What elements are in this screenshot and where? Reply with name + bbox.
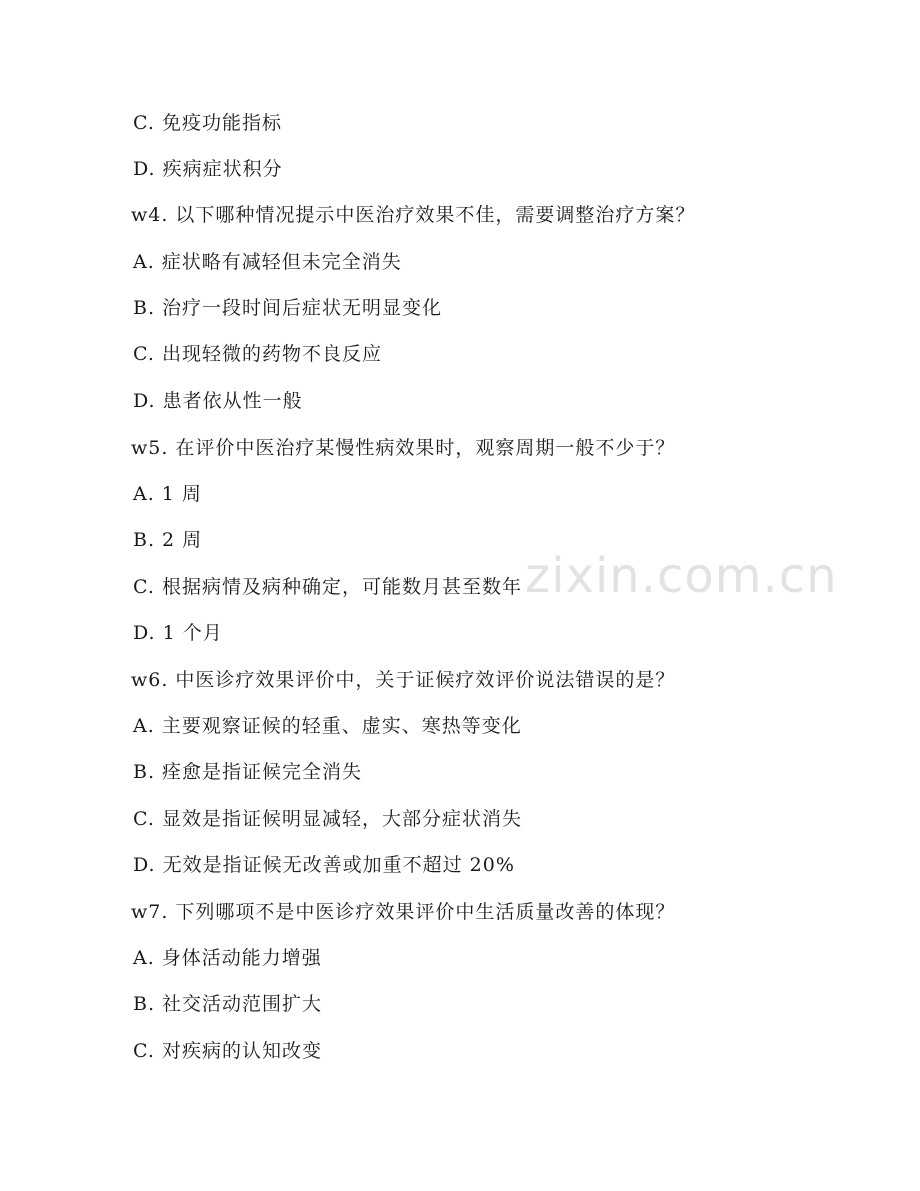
watermark: zixin.com.cn bbox=[525, 548, 838, 604]
option-b-w5: B. 2 周 bbox=[133, 529, 203, 551]
option-d-w5: D. 1 个月 bbox=[133, 622, 223, 644]
option-a-w6: A. 主要观察证候的轻重、虚实、寒热等变化 bbox=[133, 715, 522, 737]
option-c-w4: C. 出现轻微的药物不良反应 bbox=[133, 343, 382, 365]
option-a-w4: A. 症状略有减轻但未完全消失 bbox=[133, 251, 402, 273]
question-w6: w6. 中医诊疗效果评价中，关于证候疗效评价说法错误的是？ bbox=[131, 669, 676, 691]
option-c-w6: C. 显效是指证候明显减轻，大部分症状消失 bbox=[133, 808, 522, 830]
option-a-w7: A. 身体活动能力增强 bbox=[133, 947, 322, 969]
question-w5: w5. 在评价中医治疗某慢性病效果时，观察周期一般不少于？ bbox=[131, 437, 676, 459]
option-b-w6: B. 痊愈是指证候完全消失 bbox=[133, 761, 363, 783]
option-c-w5: C. 根据病情及病种确定，可能数月甚至数年 bbox=[133, 576, 522, 598]
question-w7: w7. 下列哪项不是中医诊疗效果评价中生活质量改善的体现？ bbox=[131, 901, 676, 923]
option-b-w4: B. 治疗一段时间后症状无明显变化 bbox=[133, 297, 443, 319]
option-d-q3: D. 疾病症状积分 bbox=[133, 158, 283, 180]
option-c-q3: C. 免疫功能指标 bbox=[133, 112, 282, 134]
option-d-w6: D. 无效是指证候无改善或加重不超过 20% bbox=[133, 854, 515, 876]
question-w4: w4. 以下哪种情况提示中医治疗效果不佳，需要调整治疗方案？ bbox=[131, 204, 696, 226]
option-b-w7: B. 社交活动范围扩大 bbox=[133, 993, 323, 1015]
option-c-w7: C. 对疾病的认知改变 bbox=[133, 1040, 322, 1062]
option-d-w4: D. 患者依从性一般 bbox=[133, 390, 303, 412]
option-a-w5: A. 1 周 bbox=[133, 483, 202, 505]
